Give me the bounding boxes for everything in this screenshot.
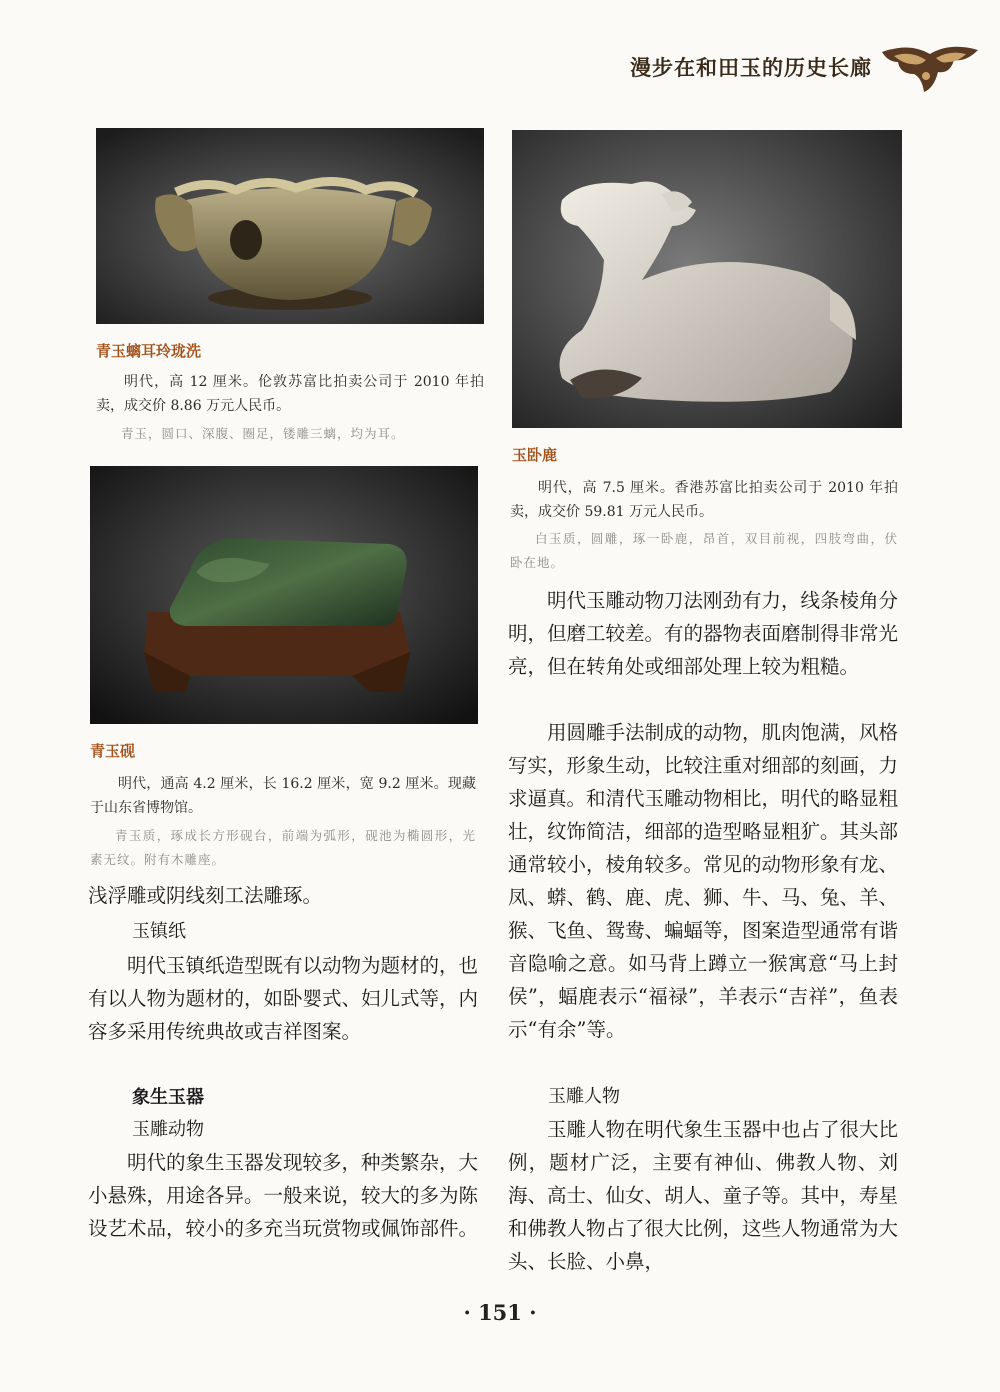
cloud-ornament-icon [880,40,980,96]
figure-info-jade-inkstone: 明代，通高 4.2 厘米，长 16.2 厘米，宽 9.2 厘米。现藏于山东省博物馆。 [90,776,476,816]
photo-jade-deer [512,130,902,428]
section-heading-figural-jade: 象生玉器 [132,1087,204,1108]
running-header-title: 漫步在和田玉的历史长廊 [630,55,872,80]
figure-info-jade-deer: 明代，高 7.5 厘米。香港苏富比拍卖公司于 2010 年拍卖，成交价 59.81 万元人民币。 [510,480,898,520]
paragraph-carving-technique: 明代玉雕动物刀法刚劲有力，线条棱角分明，但磨工较差。有的器物表面磨制得非常光亮，但在转角处或细部处理上较为粗糙。 [508,589,899,678]
paragraph-round-carving-animals: 用圆雕手法制成的动物，肌肉饱满，风格写实，形象生动，比较注重对细部的刻画，力求逼真。和清代玉雕动物相比，明代的略显粗壮，纹饰简洁，细部的造型略显粗犷。其头部通常较小，棱角较多。常见的动物形象有龙、凤、蟒、鹤、鹿、虎、狮、牛、马、兔、羊、猴、飞鱼、鸳鸯、蝙蝠等，图案造型通常有谐音隐喻之意。如马背上蹲立一猴寓意“马上封侯”，蝠鹿表示“福禄”，羊表示“吉祥”，鱼表示“有余”等。 [508,721,899,1041]
photo-jade-washer [96,128,484,324]
page-number: · 151 · [463,1300,537,1325]
subheading-jade-figures: 玉雕人物 [548,1086,620,1107]
figure-title-jade-washer: 青玉螭耳玲珑洗 [96,342,202,360]
figure-title-jade-deer: 玉卧鹿 [512,446,558,464]
figure-desc-jade-washer: 青玉，圆口、深腹、圈足，镂雕三螭，均为耳。 [121,426,405,441]
subheading-jade-animals: 玉雕动物 [132,1119,204,1140]
subheading-jade-paperweight: 玉镇纸 [132,921,186,942]
paragraph-jade-paperweight: 明代玉镇纸造型既有以动物为题材的，也有以人物为题材的，如卧婴式、妇儿式等，内容多采用传统典故或吉祥图案。 [88,954,479,1043]
figure-desc-jade-inkstone: 青玉质，琢成长方形砚台，前端为弧形，砚池为椭圆形，光素无纹。附有木雕座。 [90,828,476,867]
figure-info-jade-washer: 明代，高 12 厘米。伦敦苏富比拍卖公司于 2010 年拍卖，成交价 8.86 万元人民币。 [96,374,484,414]
figure-title-jade-inkstone: 青玉砚 [90,742,136,760]
paragraph-jade-figures: 玉雕人物在明代象生玉器中也占了很大比例，题材广泛，主要有神仙、佛教人物、刘海、高士、仙女、胡人、童子等。其中，寿星和佛教人物占了很大比例，这些人物通常为大头、长脸、小鼻， [508,1118,899,1273]
left-continued-paragraph: 浅浮雕或阴线刻工法雕琢。 [88,884,323,907]
figure-desc-jade-deer: 白玉质，圆雕，琢一卧鹿，昂首，双目前视，四肢弯曲，伏卧在地。 [510,531,898,570]
paragraph-jade-animals-intro: 明代的象生玉器发现较多，种类繁杂，大小悬殊，用途各异。一般来说，较大的多为陈设艺术品，较小的多充当玩赏物或佩饰部件。 [88,1151,479,1240]
photo-jade-inkstone [90,466,478,724]
